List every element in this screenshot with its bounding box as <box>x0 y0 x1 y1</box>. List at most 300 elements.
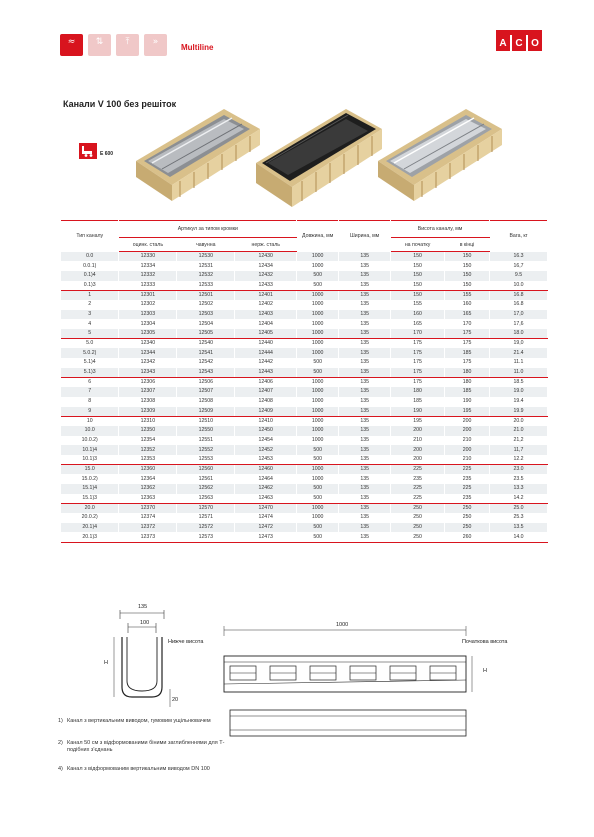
cell-height-start: 150 <box>391 252 445 262</box>
footnote-text: Канал з вертикальним виводом, гумовим ущільнювачем <box>67 718 211 724</box>
cell-length: 1000 <box>297 290 339 300</box>
cell-zinc: 12354 <box>119 436 177 446</box>
channel-spec-table <box>61 220 548 543</box>
cell-width: 135 <box>339 329 391 339</box>
channel-icon-glyph: ≈ <box>67 37 76 47</box>
cell-length: 1000 <box>297 474 339 484</box>
cell-zinc: 12310 <box>119 416 177 426</box>
cell-cast: 12561 <box>177 474 235 484</box>
cell-type: 0.0 <box>61 252 119 262</box>
cell-steel: 12450 <box>235 426 297 436</box>
table-row <box>61 310 548 320</box>
table-row <box>61 339 548 349</box>
table-row <box>61 300 548 310</box>
cell-zinc: 12308 <box>119 397 177 407</box>
cell-width: 135 <box>339 494 391 504</box>
cell-height-end: 165 <box>445 310 490 320</box>
left-height-label: Нижче висота <box>168 639 204 645</box>
cell-height-start: 180 <box>391 387 445 397</box>
cell-length: 500 <box>297 358 339 368</box>
cell-height-start: 190 <box>391 407 445 417</box>
footnote-number: 4) <box>58 766 63 772</box>
cell-width: 135 <box>339 261 391 271</box>
cell-steel: 12472 <box>235 523 297 533</box>
cell-type: 10 <box>61 416 119 426</box>
cell-width: 135 <box>339 426 391 436</box>
cell-height-end: 235 <box>445 494 490 504</box>
col-header-height-end: в кінці <box>445 238 490 252</box>
cell-steel: 12404 <box>235 319 297 329</box>
cell-length: 500 <box>297 271 339 281</box>
cell-length: 1000 <box>297 377 339 387</box>
cell-zinc: 12360 <box>119 465 177 475</box>
cell-length: 1000 <box>297 407 339 417</box>
cell-type: 5.0.2) <box>61 348 119 358</box>
cell-width: 135 <box>339 532 391 542</box>
side-view-drawing <box>216 626 486 746</box>
cell-weight: 17,6 <box>490 319 548 329</box>
table-row <box>61 416 548 426</box>
cell-height-end: 180 <box>445 368 490 378</box>
cell-cast: 12507 <box>177 387 235 397</box>
cell-height-end: 160 <box>445 300 490 310</box>
cell-height-start: 185 <box>391 397 445 407</box>
cell-steel: 12433 <box>235 281 297 291</box>
cell-height-start: 175 <box>391 348 445 358</box>
aco-logo <box>496 30 542 51</box>
cell-height-end: 210 <box>445 436 490 446</box>
cell-steel: 12452 <box>235 445 297 455</box>
cell-type: 6 <box>61 377 119 387</box>
cell-weight: 21.4 <box>490 348 548 358</box>
cell-height-start: 250 <box>391 513 445 523</box>
cell-zinc: 12306 <box>119 377 177 387</box>
cell-height-end: 235 <box>445 474 490 484</box>
cell-height-start: 225 <box>391 484 445 494</box>
cell-cast: 12541 <box>177 348 235 358</box>
cell-zinc: 12330 <box>119 252 177 262</box>
table-row <box>61 377 548 387</box>
cell-type: 0.0.1) <box>61 261 119 271</box>
cell-cast: 12552 <box>177 445 235 455</box>
cell-length: 1000 <box>297 300 339 310</box>
cell-steel: 12453 <box>235 455 297 465</box>
cell-steel: 12460 <box>235 465 297 475</box>
cell-length: 1000 <box>297 397 339 407</box>
cell-cast: 12553 <box>177 455 235 465</box>
cell-height-end: 260 <box>445 532 490 542</box>
cell-type: 20.1)4 <box>61 523 119 533</box>
cell-height-start: 155 <box>391 300 445 310</box>
col-header-type: Тип каналу <box>61 221 119 252</box>
cell-height-start: 150 <box>391 290 445 300</box>
cell-width: 135 <box>339 416 391 426</box>
table-row <box>61 494 548 504</box>
cell-width: 135 <box>339 455 391 465</box>
table-row <box>61 426 548 436</box>
cell-zinc: 12343 <box>119 368 177 378</box>
cell-cast: 12501 <box>177 290 235 300</box>
cell-width: 135 <box>339 281 391 291</box>
cell-length: 500 <box>297 532 339 542</box>
cell-weight: 12.2 <box>490 455 548 465</box>
table-row <box>61 271 548 281</box>
cell-steel: 12410 <box>235 416 297 426</box>
dim-width-outer: 135 <box>138 604 148 610</box>
cell-length: 1000 <box>297 252 339 262</box>
cell-type: 0.1)4 <box>61 271 119 281</box>
col-group-height: Висота каналу, мм <box>391 221 490 238</box>
table-row <box>61 532 548 542</box>
cell-height-start: 150 <box>391 281 445 291</box>
cell-zinc: 12342 <box>119 358 177 368</box>
cell-height-end: 250 <box>445 513 490 523</box>
cell-weight: 17,0 <box>490 310 548 320</box>
cell-length: 500 <box>297 494 339 504</box>
cell-weight: 10.0 <box>490 281 548 291</box>
cell-height-end: 200 <box>445 445 490 455</box>
cell-type: 2 <box>61 300 119 310</box>
cell-steel: 12443 <box>235 368 297 378</box>
cell-width: 135 <box>339 445 391 455</box>
cell-type: 5.1)4 <box>61 358 119 368</box>
cell-zinc: 12334 <box>119 261 177 271</box>
cell-cast: 12572 <box>177 523 235 533</box>
table-row <box>61 252 548 262</box>
cell-zinc: 12304 <box>119 319 177 329</box>
cell-height-end: 185 <box>445 348 490 358</box>
cell-height-end: 185 <box>445 387 490 397</box>
cell-weight: 25.0 <box>490 503 548 513</box>
table-row <box>61 484 548 494</box>
cell-zinc: 12344 <box>119 348 177 358</box>
cell-weight: 16,7 <box>490 261 548 271</box>
cell-weight: 23.0 <box>490 465 548 475</box>
cell-height-end: 225 <box>445 465 490 475</box>
cell-weight: 19.0 <box>490 387 548 397</box>
table-row <box>61 523 548 533</box>
cell-zinc: 12352 <box>119 445 177 455</box>
cell-height-end: 170 <box>445 319 490 329</box>
cell-cast: 12573 <box>177 532 235 542</box>
cell-width: 135 <box>339 523 391 533</box>
cell-weight: 9.5 <box>490 271 548 281</box>
cell-weight: 14.0 <box>490 532 548 542</box>
channel-galvanized-image <box>132 101 272 206</box>
cell-length: 1000 <box>297 436 339 446</box>
cell-width: 135 <box>339 358 391 368</box>
cell-height-start: 160 <box>391 310 445 320</box>
table-row <box>61 329 548 339</box>
cell-type: 5 <box>61 329 119 339</box>
cell-width: 135 <box>339 474 391 484</box>
footnote <box>58 718 238 738</box>
cell-height-start: 235 <box>391 474 445 484</box>
cell-cast: 12533 <box>177 281 235 291</box>
col-header-weight: Вага, кг <box>490 221 548 252</box>
cell-type: 0.1)3 <box>61 281 119 291</box>
cell-width: 135 <box>339 387 391 397</box>
footnote-text: Канал 50 см з відформованими біними заглибленнями для Т-подібних з'єднань <box>67 740 225 753</box>
cell-zinc: 12373 <box>119 532 177 542</box>
cell-height-start: 250 <box>391 503 445 513</box>
cell-height-end: 225 <box>445 484 490 494</box>
table-row <box>61 261 548 271</box>
cell-length: 1000 <box>297 426 339 436</box>
cell-type: 20.0 <box>61 503 119 513</box>
cell-cast: 12510 <box>177 416 235 426</box>
cell-zinc: 12340 <box>119 339 177 349</box>
cell-length: 500 <box>297 445 339 455</box>
flow-icon <box>144 34 167 56</box>
cell-type: 10.0 <box>61 426 119 436</box>
dim-length: 1000 <box>336 622 349 628</box>
cell-width: 135 <box>339 503 391 513</box>
cell-weight: 19,0 <box>490 339 548 349</box>
cell-weight: 21.0 <box>490 426 548 436</box>
cell-cast: 12531 <box>177 261 235 271</box>
cell-length: 500 <box>297 281 339 291</box>
table-row <box>61 465 548 475</box>
cell-type: 7 <box>61 387 119 397</box>
flow-icon-glyph: » <box>152 37 159 47</box>
cell-zinc: 12301 <box>119 290 177 300</box>
cell-height-start: 200 <box>391 455 445 465</box>
dim-width-inner: 100 <box>140 620 150 626</box>
cell-height-end: 175 <box>445 339 490 349</box>
cell-cast: 12551 <box>177 436 235 446</box>
cell-type: 3 <box>61 310 119 320</box>
cell-height-end: 150 <box>445 252 490 262</box>
cell-cast: 12542 <box>177 358 235 368</box>
cell-height-start: 150 <box>391 261 445 271</box>
cell-height-start: 225 <box>391 465 445 475</box>
cell-steel: 12432 <box>235 271 297 281</box>
cell-weight: 11.1 <box>490 358 548 368</box>
cell-length: 1000 <box>297 465 339 475</box>
table-row <box>61 455 548 465</box>
cell-steel: 12408 <box>235 397 297 407</box>
cell-type: 10.0.2) <box>61 436 119 446</box>
cell-height-end: 200 <box>445 426 490 436</box>
cell-height-end: 200 <box>445 416 490 426</box>
table-row <box>61 445 548 455</box>
cell-height-start: 165 <box>391 319 445 329</box>
cell-cast: 12562 <box>177 484 235 494</box>
heavy-load-icon <box>88 34 111 56</box>
cell-zinc: 12332 <box>119 271 177 281</box>
cell-type: 20.0.2) <box>61 513 119 523</box>
cell-height-end: 210 <box>445 455 490 465</box>
channel-icon <box>60 34 83 56</box>
cell-zinc: 12305 <box>119 329 177 339</box>
cell-weight: 18.5 <box>490 377 548 387</box>
table-row <box>61 397 548 407</box>
cell-height-start: 225 <box>391 494 445 504</box>
table-row <box>61 319 548 329</box>
cell-steel: 12464 <box>235 474 297 484</box>
cell-height-end: 175 <box>445 329 490 339</box>
installation-icon-glyph: ⤒ <box>125 37 130 47</box>
cell-type: 15.1)4 <box>61 484 119 494</box>
cell-length: 1000 <box>297 339 339 349</box>
footnote-number: 2) <box>58 740 63 746</box>
cell-zinc: 12333 <box>119 281 177 291</box>
cell-width: 135 <box>339 484 391 494</box>
cell-weight: 19.9 <box>490 407 548 417</box>
cell-width: 135 <box>339 319 391 329</box>
cell-zinc: 12363 <box>119 494 177 504</box>
cell-weight: 19.4 <box>490 397 548 407</box>
col-group-article: Артикул за типом кромки <box>119 221 297 238</box>
cell-height-start: 175 <box>391 368 445 378</box>
dim-bottom: 20 <box>172 697 179 703</box>
channel-cast-iron-image <box>252 99 392 211</box>
cell-zinc: 12370 <box>119 503 177 513</box>
cell-type: 8 <box>61 397 119 407</box>
table-row <box>61 368 548 378</box>
cell-width: 135 <box>339 348 391 358</box>
cell-length: 500 <box>297 368 339 378</box>
cell-type: 1 <box>61 290 119 300</box>
cell-weight: 16.3 <box>490 252 548 262</box>
cell-length: 1000 <box>297 261 339 271</box>
cell-weight: 13.5 <box>490 523 548 533</box>
cell-steel: 12403 <box>235 310 297 320</box>
cell-steel: 12474 <box>235 513 297 523</box>
heavy-load-icon-glyph: ⇅ <box>95 37 104 47</box>
cell-type: 10.1)3 <box>61 455 119 465</box>
col-header-steel: нерж. сталь <box>235 238 297 252</box>
logo-letter: C <box>512 30 526 51</box>
cell-steel: 12405 <box>235 329 297 339</box>
cell-height-end: 180 <box>445 377 490 387</box>
table-body <box>61 252 548 543</box>
cell-length: 1000 <box>297 329 339 339</box>
cell-steel: 12444 <box>235 348 297 358</box>
cell-height-start: 250 <box>391 532 445 542</box>
table-row <box>61 358 548 368</box>
cell-steel: 12406 <box>235 377 297 387</box>
dim-height-right: H <box>483 668 487 674</box>
cell-height-start: 175 <box>391 358 445 368</box>
cell-steel: 12473 <box>235 532 297 542</box>
cell-weight: 20.0 <box>490 416 548 426</box>
cell-steel: 12470 <box>235 503 297 513</box>
load-class-label: E 600 <box>100 151 114 157</box>
cell-height-start: 200 <box>391 445 445 455</box>
cell-cast: 12530 <box>177 252 235 262</box>
cell-steel: 12440 <box>235 339 297 349</box>
cell-width: 135 <box>339 397 391 407</box>
table-row <box>61 290 548 300</box>
cell-height-end: 150 <box>445 261 490 271</box>
cell-width: 135 <box>339 368 391 378</box>
cell-cast: 12532 <box>177 271 235 281</box>
cell-zinc: 12309 <box>119 407 177 417</box>
cell-weight: 16.8 <box>490 290 548 300</box>
cell-width: 135 <box>339 271 391 281</box>
cell-type: 15.0 <box>61 465 119 475</box>
cell-length: 500 <box>297 484 339 494</box>
cell-type: 4 <box>61 319 119 329</box>
cell-zinc: 12353 <box>119 455 177 465</box>
cell-steel: 12402 <box>235 300 297 310</box>
footnote <box>58 740 238 760</box>
cell-zinc: 12307 <box>119 387 177 397</box>
cell-width: 135 <box>339 465 391 475</box>
installation-icon <box>116 34 139 56</box>
cell-cast: 12508 <box>177 397 235 407</box>
cell-cast: 12560 <box>177 465 235 475</box>
cell-type: 5.0 <box>61 339 119 349</box>
cell-zinc: 12374 <box>119 513 177 523</box>
cell-height-end: 150 <box>445 281 490 291</box>
cell-weight: 25.3 <box>490 513 548 523</box>
cell-weight: 21,2 <box>490 436 548 446</box>
cell-height-end: 175 <box>445 358 490 368</box>
cell-cast: 12502 <box>177 300 235 310</box>
cell-weight: 14.2 <box>490 494 548 504</box>
cell-length: 1000 <box>297 348 339 358</box>
footnote-text: Канал з відформованим вертикальним виводом DN 100 <box>67 766 210 772</box>
cell-length: 1000 <box>297 387 339 397</box>
col-header-zinc: оцинк. сталь <box>119 238 177 252</box>
cell-type: 20.1)3 <box>61 532 119 542</box>
cell-type: 10.1)4 <box>61 445 119 455</box>
cell-cast: 12503 <box>177 310 235 320</box>
cell-width: 135 <box>339 300 391 310</box>
cell-height-start: 200 <box>391 426 445 436</box>
channel-stainless-image <box>374 101 514 206</box>
cell-cast: 12504 <box>177 319 235 329</box>
cell-zinc: 12302 <box>119 300 177 310</box>
cell-width: 135 <box>339 407 391 417</box>
cell-steel: 12430 <box>235 252 297 262</box>
cell-length: 500 <box>297 455 339 465</box>
cell-width: 135 <box>339 513 391 523</box>
cell-height-end: 195 <box>445 407 490 417</box>
logo-letter: A <box>496 30 510 51</box>
cell-zinc: 12362 <box>119 484 177 494</box>
cell-width: 135 <box>339 339 391 349</box>
table-row <box>61 281 548 291</box>
cell-width: 135 <box>339 310 391 320</box>
table-row <box>61 348 548 358</box>
cell-height-start: 195 <box>391 416 445 426</box>
table-row <box>61 474 548 484</box>
table-row <box>61 503 548 513</box>
cell-steel: 12407 <box>235 387 297 397</box>
cell-steel: 12463 <box>235 494 297 504</box>
cell-steel: 12409 <box>235 407 297 417</box>
cell-length: 1000 <box>297 319 339 329</box>
cell-steel: 12454 <box>235 436 297 446</box>
product-line-name: Multiline <box>181 43 214 52</box>
col-header-length: Довжина, мм <box>297 221 339 252</box>
cell-type: 9 <box>61 407 119 417</box>
cell-weight: 11,7 <box>490 445 548 455</box>
cell-length: 1000 <box>297 416 339 426</box>
cell-height-end: 150 <box>445 271 490 281</box>
cell-height-end: 250 <box>445 523 490 533</box>
cell-weight: 23.5 <box>490 474 548 484</box>
cell-zinc: 12372 <box>119 523 177 533</box>
cell-steel: 12442 <box>235 358 297 368</box>
cell-type: 5.1)3 <box>61 368 119 378</box>
cell-cast: 12571 <box>177 513 235 523</box>
feature-icons <box>60 34 167 56</box>
